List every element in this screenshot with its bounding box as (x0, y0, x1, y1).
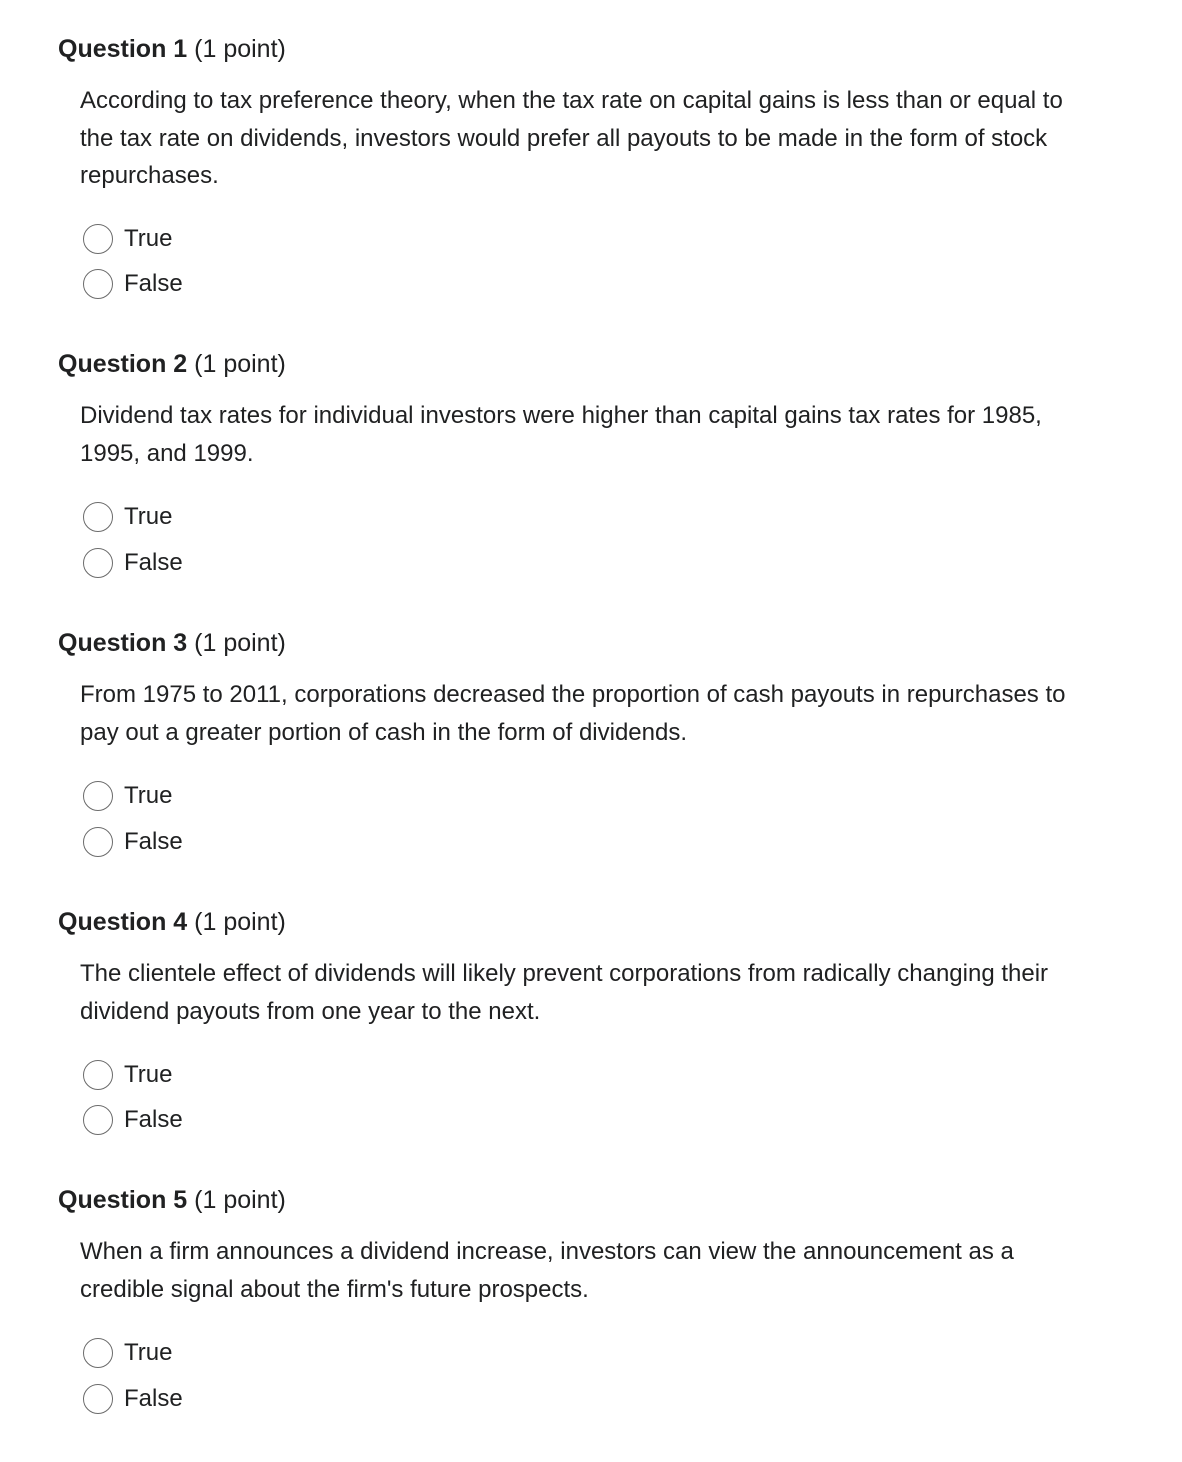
option-label: False (124, 1106, 183, 1133)
option-label: True (124, 1061, 173, 1088)
question-text: Dividend tax rates for individual investors were higher than capital gains tax rates for 1985, 1995, and 1999. (80, 402, 1042, 467)
question-text: From 1975 to 2011, corporations decreased the proportion of cash payouts in repurchases to pay out a greater portion of cash in the form of dividends. (80, 681, 1066, 746)
option-false[interactable] (83, 1382, 183, 1416)
question-label: Question 1 (58, 35, 188, 63)
option-label: False (124, 1385, 183, 1412)
question-points: (1 point) (194, 1186, 286, 1214)
question-label: Question 3 (58, 629, 188, 657)
question-title (58, 349, 286, 379)
question-title (58, 628, 286, 658)
question-points: (1 point) (194, 908, 286, 936)
option-true[interactable] (83, 1336, 172, 1370)
option-true[interactable] (83, 779, 172, 813)
radio-button[interactable] (83, 269, 113, 299)
option-label: False (124, 270, 183, 297)
question-points: (1 point) (194, 350, 286, 378)
question-points: (1 point) (194, 35, 286, 63)
question-title (58, 34, 286, 64)
question-text: When a firm announces a dividend increase, investors can view the announcement as a credible signal about the firm's future prospects. (80, 1238, 1014, 1303)
radio-button[interactable] (83, 1338, 113, 1368)
option-label: True (124, 225, 173, 252)
question-title (58, 907, 286, 937)
option-label: True (124, 1339, 173, 1366)
radio-button[interactable] (83, 827, 113, 857)
option-true[interactable] (83, 500, 172, 534)
option-false[interactable] (83, 546, 183, 580)
question-text: The clientele effect of dividends will likely prevent corporations from radically changing their dividend payouts from one year to the next. (80, 960, 1049, 1025)
option-label: True (124, 503, 173, 530)
option-true[interactable] (83, 222, 172, 256)
radio-button[interactable] (83, 781, 113, 811)
option-false[interactable] (83, 1103, 183, 1137)
question-points: (1 point) (194, 629, 286, 657)
question-label: Question 4 (58, 908, 188, 936)
question-label: Question 5 (58, 1186, 188, 1214)
radio-button[interactable] (83, 224, 113, 254)
question-text: According to tax preference theory, when the tax rate on capital gains is less than or equal to the tax rate on dividends, investors would prefer all payouts to be made in the form of stock repurchases. (80, 87, 1063, 189)
radio-button[interactable] (83, 502, 113, 532)
option-label: False (124, 828, 183, 855)
option-label: False (124, 549, 183, 576)
radio-button[interactable] (83, 1105, 113, 1135)
option-false[interactable] (83, 267, 183, 301)
radio-button[interactable] (83, 1060, 113, 1090)
radio-button[interactable] (83, 548, 113, 578)
option-label: True (124, 782, 173, 809)
question-label: Question 2 (58, 350, 188, 378)
radio-button[interactable] (83, 1384, 113, 1414)
option-false[interactable] (83, 825, 183, 859)
option-true[interactable] (83, 1058, 172, 1092)
question-title (58, 1185, 286, 1215)
